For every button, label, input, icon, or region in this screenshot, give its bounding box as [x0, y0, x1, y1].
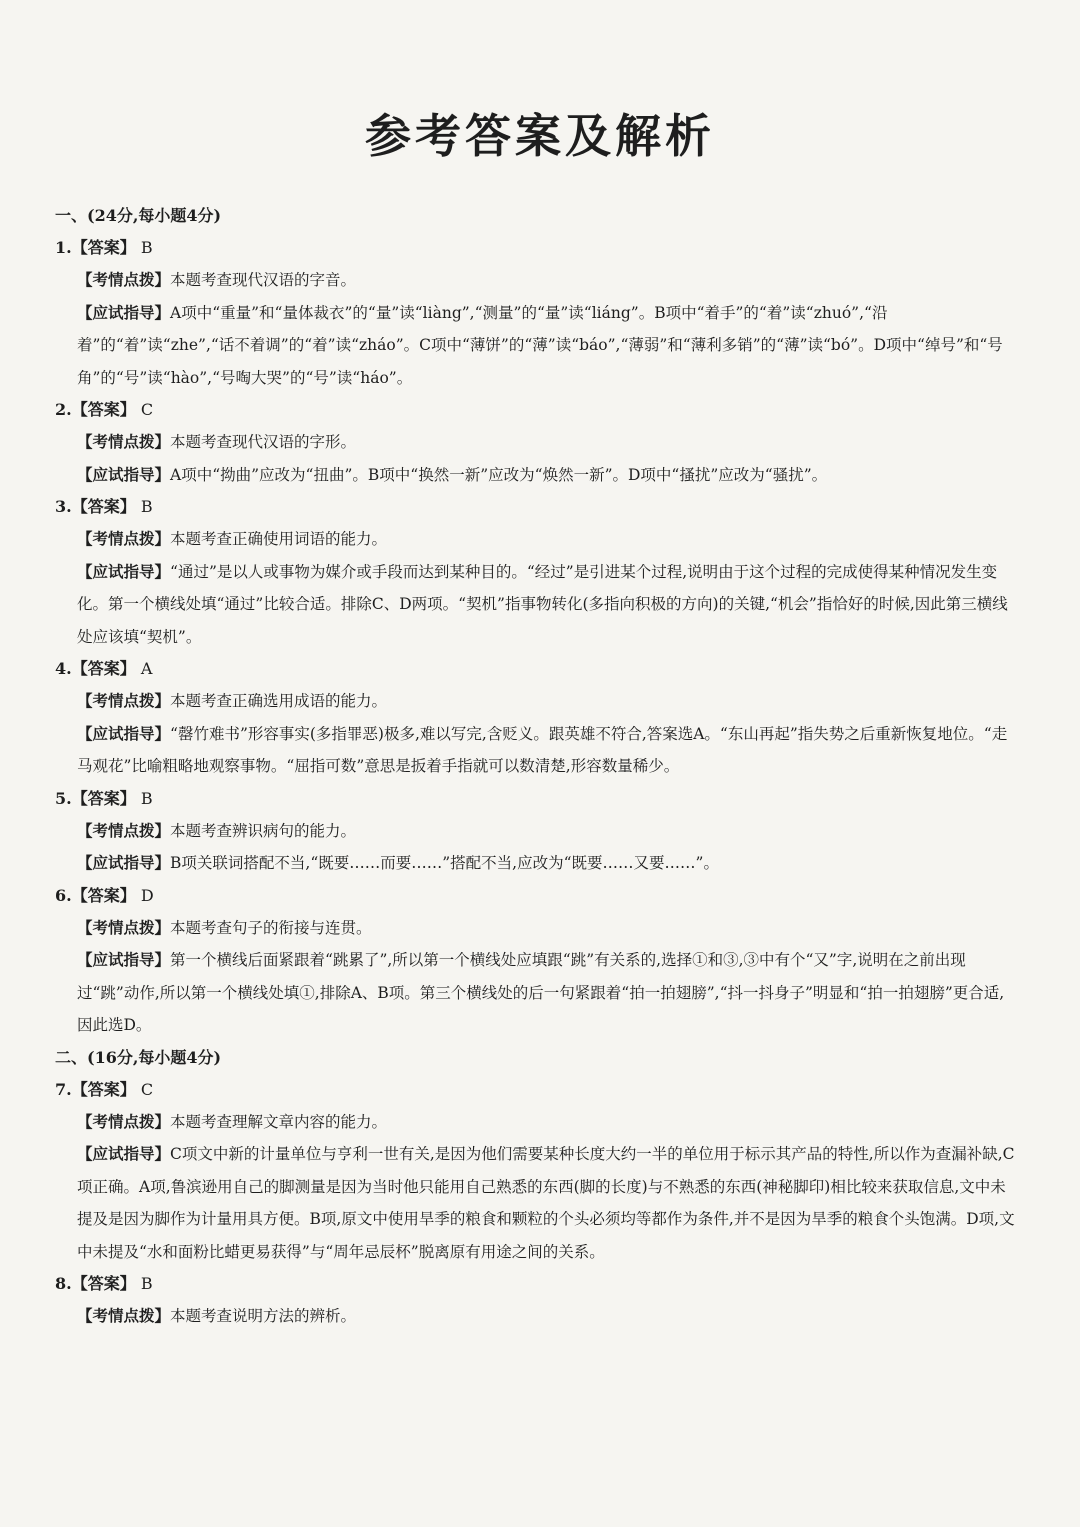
answer-value: C: [140, 400, 154, 419]
kaoqing-text: 本题考查现代汉语的字形。: [170, 433, 357, 451]
analysis-paragraph: [55, 1300, 1015, 1333]
answer-line: [55, 232, 1015, 264]
guidance-text: “罄竹难书”形容事实(多指罪恶)极多,难以写完,含贬义。跟英雄不符合,答案选A。“东山再起”指失势之后重新恢复地位。“走马观花”比喻粗略地观察事物。“屈指可数”意思是扳着手指就可以数清楚,形容数量稀少。: [77, 724, 1008, 775]
guidance-paragraph: [55, 459, 1015, 492]
kaoqing-text: 本题考查正确使用词语的能力。: [170, 530, 388, 548]
section-heading: 一、(24分,每小题4分): [55, 206, 222, 225]
answer-line: [55, 1268, 1015, 1300]
guidance-paragraph: [55, 297, 1015, 395]
guidance-label: 【应试指导】: [77, 562, 171, 581]
answer-line: [55, 880, 1015, 912]
guidance-text: B项关联词搭配不当,“既要……而要……”搭配不当,应改为“既要……又要……”。: [170, 854, 719, 872]
question-number: 6.: [55, 885, 72, 905]
guidance-text: A项中“拗曲”应改为“扭曲”。B项中“换然一新”应改为“焕然一新”。D项中“搔扰”应改为“骚扰”。: [170, 465, 828, 484]
guidance-text: 第一个横线后面紧跟着“跳累了”,所以第一个横线处应填跟“跳”有关系的,选择①和③,③中有个“又”字,说明在之前出现过“跳”动作,所以第一个横线处填①,排除A、B项。第三个横线处的后一句紧跟着“拍一拍翅膀”,“抖一抖身子”明显和“拍一拍翅膀”更合适,因此选D。: [77, 951, 1005, 1034]
answer-line: [55, 491, 1015, 523]
analysis-paragraph: [55, 426, 1015, 459]
answer-line: [55, 653, 1015, 685]
answer-line: [55, 394, 1015, 426]
analysis-paragraph: [55, 685, 1015, 718]
analysis-paragraph: [55, 912, 1015, 945]
analysis-paragraph: [55, 264, 1015, 297]
guidance-paragraph: [55, 1138, 1015, 1268]
kaoqing-label: 【考情点拨】: [77, 1112, 171, 1131]
answer-value: D: [140, 885, 154, 905]
kaoqing-text: 本题考查辨识病句的能力。: [170, 821, 357, 840]
answer-label: 【答案】: [71, 1079, 136, 1099]
guidance-label: 【应试指导】: [77, 303, 171, 322]
kaoqing-label: 【考情点拨】: [77, 1307, 171, 1325]
guidance-label: 【应试指导】: [77, 465, 171, 484]
answer-content: [55, 200, 1015, 1333]
kaoqing-label: 【考情点拨】: [77, 692, 171, 710]
guidance-text: C项文中新的计量单位与亨利一世有关,是因为他们需要某种长度大约一半的单位用于标示其产品的特性,所以作为查漏补缺,C项正确。A项,鲁滨逊用自己的脚测量是因为当时他只能用自己熟悉的东西(脚的长度)与不熟悉的东西(神秘脚印)相比较来获取信息,文中未提及是因为脚作为计量用具方便。B项,原文中使用旱季的粮食和颗粒的个头必须均等都作为条件,并不是因为旱季的粮食个头饱满。D项,文中未提及“水和面粉比蜡更易获得”与“周年忌辰杯”脱离原有用途之间的关系。: [77, 1145, 1015, 1261]
guidance-label: 【应试指导】: [77, 854, 171, 872]
guidance-label: 【应试指导】: [77, 951, 171, 969]
guidance-text: A项中“重量”和“量体裁衣”的“量”读“liàng”,“测量”的“量”读“liáng”。B项中“着手”的“着”读“zhuó”,“沿着”的“着”读“zhe”,“话不着调”的“着”读“zháo”。C项中“薄饼”的“薄”读“báo”,“薄弱”和“薄利多销”的“薄”读“bó”。D项中“绰号”和“号角”的“号”读“hào”,“号啕大哭”的“号”读“háo”。: [77, 303, 1003, 387]
answer-label: 【答案】: [71, 885, 136, 905]
answer-value: B: [140, 497, 153, 516]
answer-label: 【答案】: [71, 497, 136, 516]
guidance-label: 【应试指导】: [77, 724, 171, 743]
answer-label: 【答案】: [71, 659, 136, 678]
page-title: 参考答案及解析: [365, 109, 715, 163]
analysis-paragraph: [55, 815, 1015, 848]
question-number: 2.: [55, 400, 72, 419]
guidance-paragraph: [55, 847, 1015, 880]
guidance-paragraph: [55, 718, 1015, 783]
answer-line: [55, 783, 1015, 815]
kaoqing-label: 【考情点拨】: [77, 918, 171, 937]
answer-label: 【答案】: [71, 400, 136, 419]
kaoqing-label: 【考情点拨】: [77, 271, 171, 289]
kaoqing-label: 【考情点拨】: [77, 530, 171, 548]
guidance-paragraph: [55, 556, 1015, 654]
analysis-paragraph: [55, 1106, 1015, 1139]
kaoqing-text: 本题考查现代汉语的字音。: [170, 271, 357, 289]
question-number: 1.: [55, 238, 72, 257]
answer-line: [55, 1074, 1015, 1106]
answer-label: 【答案】: [71, 238, 136, 257]
guidance-text: “通过”是以人或事物为媒介或手段而达到某种目的。“经过”是引进某个过程,说明由于这个过程的完成使得某种情况发生变化。第一个横线处填“通过”比较合适。排除C、D两项。“契机”指事物转化(多指向积极的方向)的关键,“机会”指恰好的时候,因此第三横线处应该填“契机”。: [77, 562, 1008, 646]
question-number: 7.: [55, 1079, 72, 1099]
question-number: 4.: [55, 659, 72, 678]
analysis-paragraph: [55, 523, 1015, 556]
kaoqing-label: 【考情点拨】: [77, 433, 171, 451]
kaoqing-text: 本题考查理解文章内容的能力。: [170, 1112, 388, 1131]
guidance-paragraph: [55, 944, 1015, 1042]
kaoqing-text: 本题考查说明方法的辨析。: [170, 1307, 357, 1325]
answer-value: C: [140, 1079, 154, 1099]
answer-label: 【答案】: [71, 1274, 136, 1293]
answer-label: 【答案】: [71, 788, 136, 808]
question-number: 3.: [55, 497, 72, 516]
answer-value: B: [140, 1274, 153, 1293]
kaoqing-text: 本题考查正确选用成语的能力。: [170, 692, 388, 710]
answer-value: B: [140, 238, 153, 257]
question-number: 8.: [55, 1274, 72, 1293]
section-heading: 二、(16分,每小题4分): [55, 1047, 222, 1067]
answer-value: B: [140, 788, 153, 808]
kaoqing-text: 本题考查句子的衔接与连贯。: [170, 918, 372, 937]
question-number: 5.: [55, 788, 72, 808]
answer-value: A: [140, 659, 153, 678]
guidance-label: 【应试指导】: [77, 1145, 171, 1163]
kaoqing-label: 【考情点拨】: [77, 821, 171, 840]
